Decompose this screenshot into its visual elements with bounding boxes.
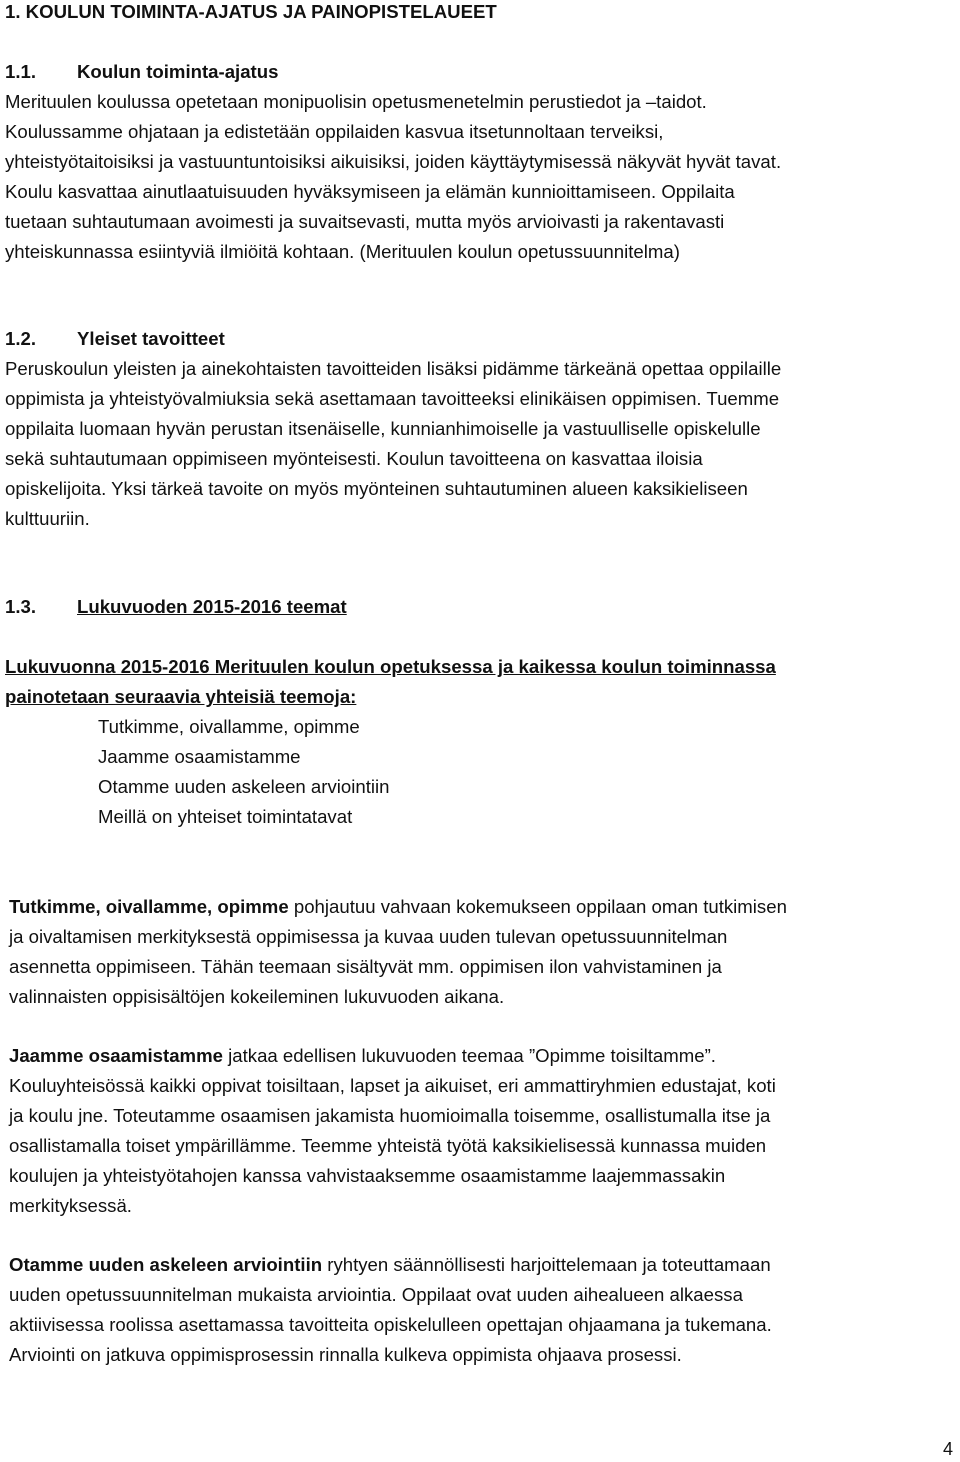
paragraph-line: koulujen ja yhteistyötahojen kanssa vahvistaaksemme osaamistamme laajemmassakin bbox=[9, 1165, 726, 1186]
list-item: Tutkimme, oivallamme, opimme bbox=[98, 716, 360, 737]
paragraph-line: valinnaisten oppisisältöjen kokeileminen lukuvuoden aikana. bbox=[9, 986, 505, 1007]
section-heading-1: 1. KOULUN TOIMINTA-AJATUS JA PAINOPISTELAUEET bbox=[5, 1, 497, 22]
paragraph-line: yhteistyötaitoisiksi ja vastuuntuntoisiksi aikuisiksi, joiden käyttäytymisessä näkyvät hyvät tavat. bbox=[5, 151, 782, 172]
paragraph-line: oppimista ja yhteistyövalmiuksia sekä asettamaan tavoitteeksi elinikäisen oppimisen. Tuemme bbox=[5, 388, 780, 409]
list-item: Jaamme osaamistamme bbox=[98, 746, 301, 767]
paragraph-line: ja koulu jne. Toteutamme osaamisen jakamista huomioimalla toisemme, osallistumalla itse ja bbox=[9, 1105, 771, 1126]
paragraph-line: sekä suhtautumaan oppimiseen myönteisesti. Koulun tavoitteena on kasvattaa iloisia bbox=[5, 448, 703, 469]
theme-lead: Otamme uuden askeleen arviointiin bbox=[9, 1254, 323, 1275]
paragraph-line: tuetaan suhtautumaan avoimesti ja suvaitsevasti, mutta myös arvioivasti ja rakentavasti bbox=[5, 211, 725, 232]
paragraph-line: Peruskoulun yleisten ja ainekohtaisten tavoitteiden lisäksi pidämme tärkeänä opettaa oppilaille bbox=[5, 358, 782, 379]
page-number: 4 bbox=[942, 1439, 953, 1459]
paragraph-line: yhteiskunnassa esiintyviä ilmiöitä kohtaan. (Merituulen koulun opetussuunnitelma) bbox=[5, 241, 680, 262]
paragraph-line: Merituulen koulussa opetetaan monipuolisin opetusmenetelmin perustiedot ja –taidot. bbox=[5, 91, 707, 112]
section-heading-1-1: 1.1. Koulun toiminta-ajatus bbox=[5, 61, 279, 82]
theme-lead: Jaamme osaamistamme bbox=[9, 1045, 223, 1066]
theme-paragraph-jaamme: Jaamme osaamistamme jatkaa edellisen lukuvuoden teemaa ”Opimme toisiltamme”. Kouluyhteisössä kaikki oppivat toisiltaan, lapset ja aikuiset, eri ammattiryhmien edustajat, koti ja koulu jne. Toteutamme osaamisen jakamista huomioimalla toisemme, osallistumalla itse ja osallistamalla toiset ympärillämme. Teemme yhteistä työtä kaksikielisessä kunnassa muiden koulujen ja yhteistyötahojen kanssa vahvistaaksemme osaamistamme laajemmassakin merkityksessä. bbox=[9, 1041, 959, 1221]
paragraph-line: ja oivaltamisen merkityksestä oppimisessa ja kuvaa uuden tulevan opetussuunnitelman bbox=[9, 926, 728, 947]
theme-paragraph-otamme: Otamme uuden askeleen arviointiin ryhtyen säännöllisesti harjoittelemaan ja toteuttamaan uuden opetussuunnitelman mukaista arviointia. Oppilaat ovat uuden aihealueen alkaessa aktiivisessa roolissa asettamassa tavoitteita opiskelulleen opettajan ohjaamana ja tukemana. Arviointi on jatkuva oppimisprosessin rinnalla kulkeva oppimista ohjaava prosessi. bbox=[9, 1250, 959, 1370]
list-item: Otamme uuden askeleen arviointiin bbox=[98, 776, 390, 797]
paragraph-line: Koulussamme ohjataan ja edistetään oppilaiden kasvua itsetunnoltaan terveiksi, bbox=[5, 121, 664, 142]
paragraph-line: opiskelijoita. Yksi tärkeä tavoite on myös myönteinen suhtautuminen alueen kaksikieliseen bbox=[5, 478, 748, 499]
paragraph-line: kulttuuriin. bbox=[5, 508, 90, 529]
paragraph-line: asennetta oppimiseen. Tähän teemaan sisältyvät mm. oppimisen ilon vahvistaminen ja bbox=[9, 956, 722, 977]
paragraph-line: osallistamalla toiset ympärillämme. Teemme yhteistä työtä kaksikielisessä kunnassa muiden bbox=[9, 1135, 767, 1156]
theme-paragraph-tutkimme: Tutkimme, oivallamme, opimme pohjautuu vahvaan kokemukseen oppilaan oman tutkimisen ja oivaltamisen merkityksestä oppimisessa ja kuvaa uuden tulevan opetussuunnitelman asennetta oppimiseen. Tähän teemaan sisältyvät mm. oppimisen ilon vahvistaminen ja valinnaisten oppisisältöjen kokeileminen lukuvuoden aikana. bbox=[9, 892, 959, 1012]
paragraph-line: uuden opetussuunnitelman mukaista arviointia. Oppilaat ovat uuden aihealueen alkaessa bbox=[9, 1284, 743, 1305]
paragraph-line: merkityksessä. bbox=[9, 1195, 132, 1216]
section-heading-1-2: 1.2. Yleiset tavoitteet bbox=[5, 328, 225, 349]
paragraph-line: Koulu kasvattaa ainutlaatuisuuden hyväksymiseen ja elämän kunnioittamiseen. Oppilaita bbox=[5, 181, 735, 202]
paragraph-line: Kouluyhteisössä kaikki oppivat toisiltaan, lapset ja aikuiset, eri ammattiryhmien edustajat, koti bbox=[9, 1075, 776, 1096]
theme-lead: Tutkimme, oivallamme, opimme bbox=[9, 896, 289, 917]
section-1-1 bbox=[5, 57, 955, 267]
themes-list bbox=[98, 712, 389, 832]
themes-intro: Lukuvuonna 2015-2016 Merituulen koulun opetuksessa ja kaikessa koulun toiminnassa painotetaan seuraavia yhteisiä teemoja: bbox=[5, 656, 776, 707]
paragraph-line: oppilaita luomaan hyvän perustan itsenäiselle, kunnianhimoiselle ja vastuulliselle opiskelulle bbox=[5, 418, 761, 439]
paragraph-line: Arviointi on jatkuva oppimisprosessin rinnalla kulkeva oppimista ohjaava prosessi. bbox=[9, 1344, 682, 1365]
section-1-2 bbox=[5, 324, 955, 534]
list-item: Meillä on yhteiset toimintatavat bbox=[98, 806, 353, 827]
section-heading-1-3: 1.3. Lukuvuoden 2015-2016 teemat bbox=[5, 596, 347, 617]
paragraph-line: aktiivisessa roolissa asettamassa tavoitteita opiskelulleen opettajan ohjaamana ja tukemana. bbox=[9, 1314, 772, 1335]
